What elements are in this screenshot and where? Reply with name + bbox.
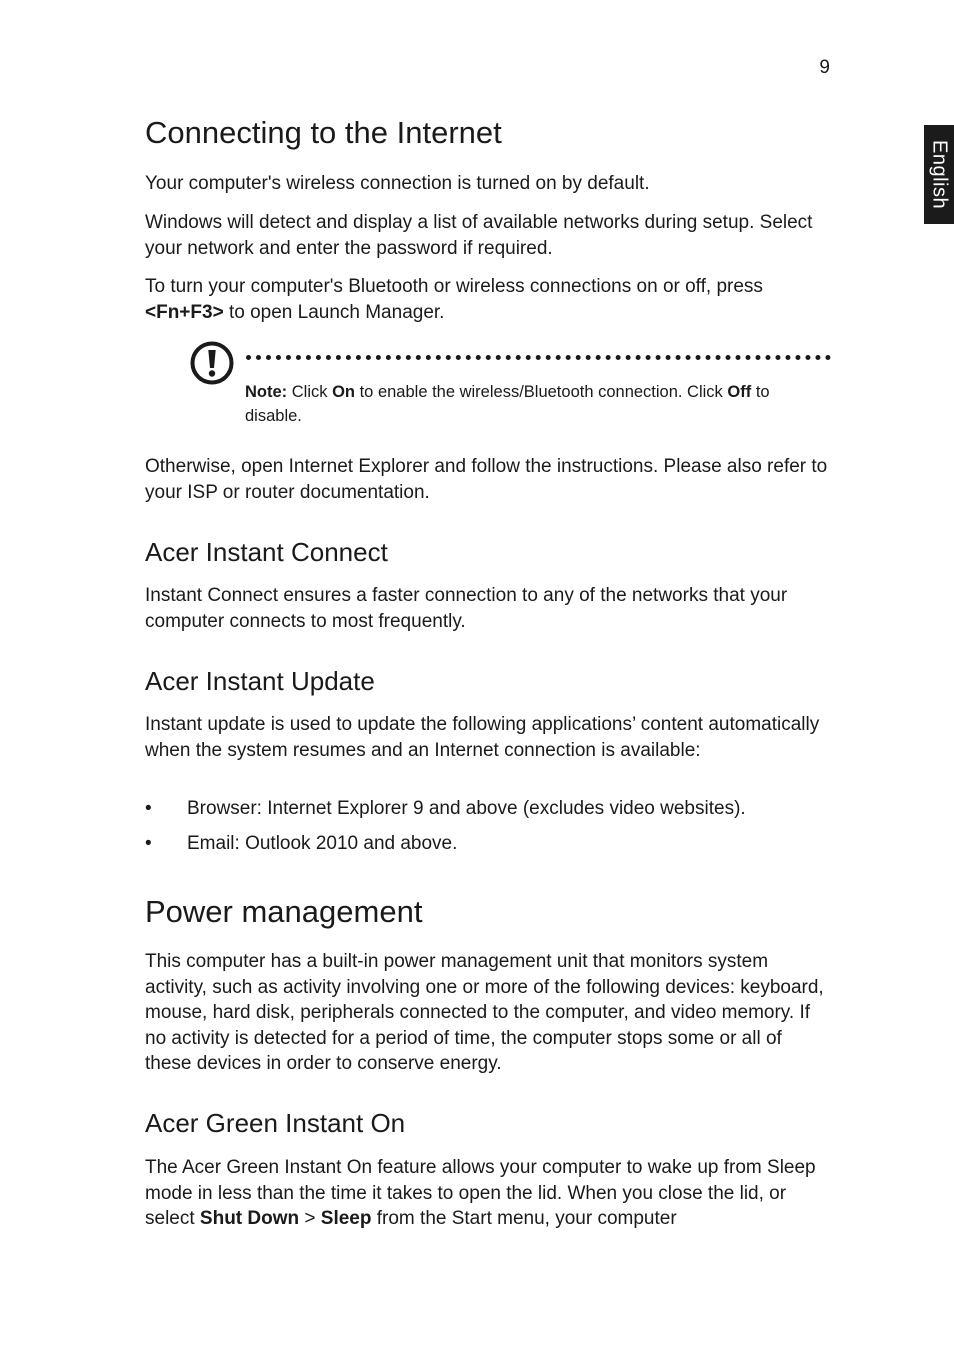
note-off: Off bbox=[727, 383, 752, 401]
fn-f3-key: <Fn+F3> bbox=[145, 301, 224, 323]
paragraph-internet-explorer: Otherwise, open Internet Explorer and follow the instructions. Please also refer to your ISP or router documentation. bbox=[145, 456, 828, 503]
heading-instant-connect: Acer Instant Connect bbox=[145, 537, 388, 567]
note-label: Note: bbox=[245, 383, 288, 401]
paragraph-wireless-default: Your computer's wireless connection is turned on by default. bbox=[145, 173, 650, 194]
bullet-marker: • bbox=[145, 798, 152, 819]
note-text-3: to disable. bbox=[245, 383, 770, 425]
note-text bbox=[245, 381, 830, 428]
fn-f3-text-pre: To turn your computer's Bluetooth or wireless connections on or off, press bbox=[145, 276, 763, 297]
list-item-browser: Browser: Internet Explorer 9 and above (excludes video websites). bbox=[187, 798, 746, 819]
list-item-email: Email: Outlook 2010 and above. bbox=[187, 833, 458, 854]
paragraph-instant-update: Instant update is used to update the following applications’ content automatically when the system resumes and an Internet connection is available: bbox=[145, 714, 820, 761]
paragraph-power-management: This computer has a built-in power management unit that monitors system activity, such as activity involving one or more of the following devices: keyboard, mouse, hard disk, peripherals connected to the computer, and video memory. If no activity is detected for a period of time, the computer stops some or all of these devices in order to conserve energy. bbox=[145, 951, 824, 1074]
heading-power-management: Power management bbox=[145, 894, 423, 929]
note-divider bbox=[246, 355, 831, 360]
fn-f3-text-post: to open Launch Manager. bbox=[223, 301, 445, 323]
heading-connecting-internet: Connecting to the Internet bbox=[145, 115, 502, 150]
paragraph-detect-networks: Windows will detect and display a list of available networks during setup. Select your network and enter the password if required. bbox=[145, 212, 813, 259]
language-tab-label: English bbox=[928, 139, 951, 210]
green-separator: > bbox=[299, 1208, 321, 1229]
sleep-label: Sleep bbox=[320, 1208, 372, 1229]
note-on: On bbox=[332, 383, 356, 401]
exclamation-circle-icon bbox=[189, 340, 235, 386]
shut-down-label: Shut Down bbox=[199, 1208, 300, 1229]
paragraph-green-instant-on bbox=[145, 1155, 830, 1232]
note-text-1: Click bbox=[287, 383, 333, 401]
page-number: 9 bbox=[819, 57, 830, 78]
green-text-post: from the Start menu, your computer bbox=[371, 1208, 677, 1229]
note-text-2: to enable the wireless/Bluetooth connection. Click bbox=[355, 383, 728, 401]
heading-green-instant-on: Acer Green Instant On bbox=[145, 1108, 406, 1138]
heading-instant-update: Acer Instant Update bbox=[145, 666, 375, 696]
language-tab bbox=[924, 125, 954, 224]
green-text-pre: The Acer Green Instant On feature allows your computer to wake up from Sleep mode in less than the time it takes to open the lid. When you close the lid, or select bbox=[145, 1157, 816, 1229]
paragraph-instant-connect: Instant Connect ensures a faster connection to any of the networks that your computer connects to most frequently. bbox=[145, 585, 788, 632]
bullet-marker: • bbox=[145, 833, 152, 854]
paragraph-fn-f3 bbox=[145, 274, 830, 325]
